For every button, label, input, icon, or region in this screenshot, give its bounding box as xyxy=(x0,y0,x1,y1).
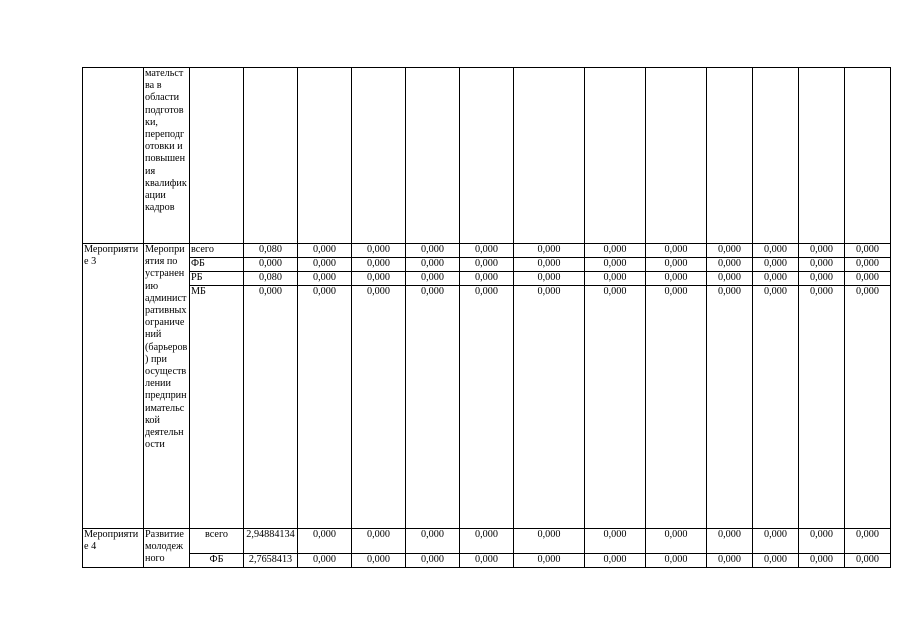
table-row xyxy=(83,258,891,272)
value-cell: 0,000 xyxy=(352,529,406,554)
value-cell: 0,000 xyxy=(707,554,753,568)
value-cell: 0,000 xyxy=(585,244,646,258)
value-cell xyxy=(799,68,845,244)
value-cell xyxy=(298,68,352,244)
value-cell: 0,000 xyxy=(298,272,352,286)
value-cell xyxy=(646,68,707,244)
value-cell: 0,080 xyxy=(244,272,298,286)
value-cell: 0,000 xyxy=(753,272,799,286)
value-cell: 0,080 xyxy=(244,244,298,258)
value-cell: 0,000 xyxy=(406,244,460,258)
value-cell: 0,000 xyxy=(585,286,646,529)
value-cell: 0,000 xyxy=(845,258,891,272)
value-cell: 0,000 xyxy=(514,286,585,529)
value-cell: 0,000 xyxy=(707,529,753,554)
value-cell: 0,000 xyxy=(244,258,298,272)
value-cell: 0,000 xyxy=(753,529,799,554)
description-cell: Мероприятия по устранению административных ограничений (барьеров) при осуществлении предпринимательской деятельности xyxy=(144,244,190,529)
value-cell: 0,000 xyxy=(753,286,799,529)
description-cell: Развитие молодежного xyxy=(144,529,190,568)
table-row xyxy=(83,68,891,244)
value-cell: 0,000 xyxy=(298,244,352,258)
value-cell: 0,000 xyxy=(799,258,845,272)
value-cell xyxy=(845,68,891,244)
source-cell: ФБ xyxy=(190,554,244,568)
value-cell: 0,000 xyxy=(460,529,514,554)
value-cell: 0,000 xyxy=(585,272,646,286)
value-cell: 0,000 xyxy=(845,272,891,286)
value-cell: 0,000 xyxy=(845,529,891,554)
table-row xyxy=(83,286,891,529)
value-cell: 0,000 xyxy=(298,529,352,554)
value-cell: 0,000 xyxy=(646,286,707,529)
table-row xyxy=(83,554,891,568)
value-cell: 0,000 xyxy=(514,272,585,286)
value-cell: 0,000 xyxy=(352,272,406,286)
source-cell: МБ xyxy=(190,286,244,529)
value-cell xyxy=(514,68,585,244)
value-cell: 0,000 xyxy=(753,258,799,272)
value-cell: 0,000 xyxy=(845,244,891,258)
value-cell: 0,000 xyxy=(406,272,460,286)
value-cell: 0,000 xyxy=(799,272,845,286)
value-cell: 0,000 xyxy=(514,244,585,258)
value-cell: 0,000 xyxy=(799,286,845,529)
value-cell: 0,000 xyxy=(514,554,585,568)
source-cell: всего xyxy=(190,244,244,258)
table-row xyxy=(83,529,891,554)
value-cell: 0,000 xyxy=(799,554,845,568)
table-row xyxy=(83,272,891,286)
value-cell: 0,000 xyxy=(646,244,707,258)
value-cell: 0,000 xyxy=(352,554,406,568)
description-cell: мательства в области подготовки, переподготовки и повышения квалификации кадров xyxy=(144,68,190,244)
value-cell: 0,000 xyxy=(406,258,460,272)
value-cell: 0,000 xyxy=(352,286,406,529)
value-cell xyxy=(352,68,406,244)
value-cell: 0,000 xyxy=(460,272,514,286)
event-cell xyxy=(83,68,144,244)
value-cell: 0,000 xyxy=(845,286,891,529)
value-cell: 0,000 xyxy=(298,554,352,568)
value-cell: 0,000 xyxy=(707,272,753,286)
value-cell: 2,94884134 xyxy=(244,529,298,554)
value-cell xyxy=(585,68,646,244)
value-cell: 0,000 xyxy=(646,554,707,568)
value-cell xyxy=(244,68,298,244)
source-cell: всего xyxy=(190,529,244,554)
value-cell: 0,000 xyxy=(646,529,707,554)
source-cell xyxy=(190,68,244,244)
value-cell: 0,000 xyxy=(753,554,799,568)
source-cell: РБ xyxy=(190,272,244,286)
value-cell: 0,000 xyxy=(707,286,753,529)
value-cell: 0,000 xyxy=(514,258,585,272)
value-cell: 0,000 xyxy=(585,529,646,554)
value-cell: 0,000 xyxy=(244,286,298,529)
value-cell: 0,000 xyxy=(585,258,646,272)
table-row xyxy=(83,244,891,258)
value-cell: 0,000 xyxy=(646,258,707,272)
value-cell: 0,000 xyxy=(460,554,514,568)
value-cell: 0,000 xyxy=(298,258,352,272)
event-cell: Мероприятие 4 xyxy=(83,529,144,568)
value-cell: 0,000 xyxy=(799,529,845,554)
value-cell: 0,000 xyxy=(460,286,514,529)
value-cell: 0,000 xyxy=(585,554,646,568)
value-cell: 0,000 xyxy=(406,529,460,554)
value-cell: 0,000 xyxy=(298,286,352,529)
value-cell: 0,000 xyxy=(460,244,514,258)
value-cell: 0,000 xyxy=(514,529,585,554)
value-cell xyxy=(753,68,799,244)
value-cell xyxy=(460,68,514,244)
value-cell: 0,000 xyxy=(352,258,406,272)
value-cell: 0,000 xyxy=(707,258,753,272)
value-cell: 0,000 xyxy=(460,258,514,272)
value-cell xyxy=(707,68,753,244)
value-cell xyxy=(406,68,460,244)
financing-table xyxy=(82,67,891,568)
value-cell: 2,7658413 xyxy=(244,554,298,568)
value-cell: 0,000 xyxy=(845,554,891,568)
value-cell: 0,000 xyxy=(753,244,799,258)
value-cell: 0,000 xyxy=(646,272,707,286)
event-cell: Мероприятие 3 xyxy=(83,244,144,529)
value-cell: 0,000 xyxy=(707,244,753,258)
value-cell: 0,000 xyxy=(352,244,406,258)
value-cell: 0,000 xyxy=(406,286,460,529)
value-cell: 0,000 xyxy=(799,244,845,258)
value-cell: 0,000 xyxy=(406,554,460,568)
source-cell: ФБ xyxy=(190,258,244,272)
